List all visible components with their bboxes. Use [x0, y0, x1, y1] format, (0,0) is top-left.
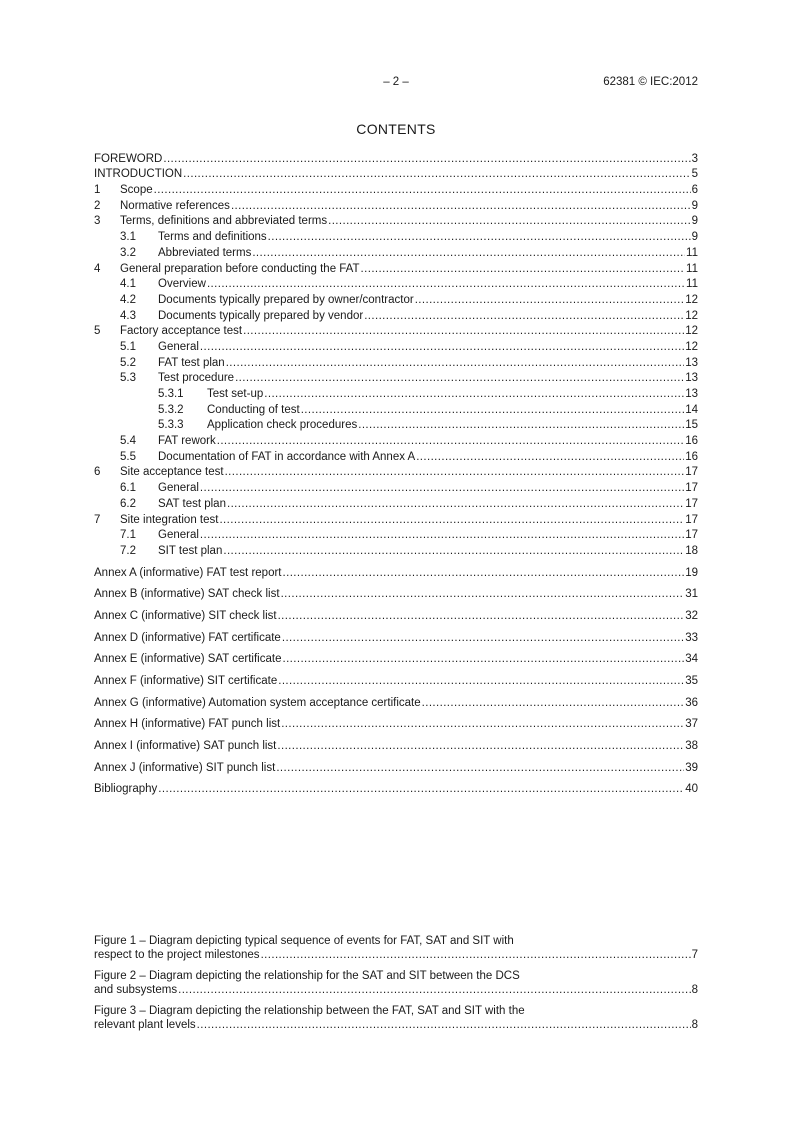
figure-leader-dots [261, 949, 691, 963]
toc-entry[interactable] [94, 776, 698, 798]
table-of-contents [94, 151, 698, 797]
toc-leader-dots [225, 465, 685, 480]
toc-entry-number: 6.1 [120, 482, 136, 495]
toc-entry-number: 7 [94, 513, 101, 526]
toc-entry-label: FOREWORD [94, 152, 163, 165]
toc-entry[interactable] [94, 480, 698, 496]
toc-entry-label: Annex B (informative) SAT check list [94, 588, 280, 601]
toc-leader-dots [200, 528, 684, 543]
toc-entry-page: 17 [685, 513, 698, 526]
toc-entry-label: Overview [158, 278, 206, 291]
toc-entry-label: Annex E (informative) SAT certificate [94, 653, 282, 666]
toc-entry[interactable] [94, 646, 698, 668]
toc-entry[interactable] [94, 261, 698, 277]
toc-entry-label: Annex H (informative) FAT punch list [94, 718, 281, 731]
toc-entry-number: 5.2 [120, 356, 136, 369]
toc-entry-label: Documentation of FAT in accordance with Annex A [158, 450, 416, 463]
toc-leader-dots [163, 152, 690, 167]
toc-entry-page: 40 [685, 783, 698, 796]
toc-entry[interactable] [94, 371, 698, 387]
toc-entry-number: 5.3.2 [158, 403, 184, 416]
toc-entry-page: 9 [691, 199, 698, 212]
toc-entry-page: 5 [691, 168, 698, 181]
toc-entry-label: Normative references [120, 199, 230, 212]
toc-leader-dots [252, 246, 685, 261]
toc-entry[interactable] [94, 308, 698, 324]
toc-entry-number: 4.1 [120, 278, 136, 291]
toc-entry-page: 32 [685, 609, 698, 622]
toc-entry-page: 14 [685, 403, 698, 416]
toc-leader-dots [200, 340, 684, 355]
toc-leader-dots [207, 277, 685, 292]
toc-entry-label: Annex J (informative) SIT punch list [94, 761, 276, 774]
toc-entry[interactable] [94, 543, 698, 559]
toc-entry-page: 19 [685, 566, 698, 579]
toc-entry-number: 2 [94, 199, 101, 212]
toc-entry[interactable] [94, 167, 698, 183]
toc-entry-label: Test procedure [158, 372, 235, 385]
toc-entry-number: 6 [94, 466, 101, 479]
toc-entry-label: Application check procedures [207, 419, 358, 432]
figure-page: 7 [691, 948, 698, 961]
toc-entry-number: 7.1 [120, 529, 136, 542]
toc-entry-page: 9 [691, 215, 698, 228]
toc-entry[interactable] [94, 151, 698, 167]
toc-entry-label: Site integration test [120, 513, 219, 526]
toc-entry[interactable] [94, 324, 698, 340]
toc-entry-number: 5 [94, 325, 101, 338]
toc-entry-page: 17 [685, 529, 698, 542]
toc-entry-page: 38 [685, 740, 698, 753]
toc-entry-page: 31 [685, 588, 698, 601]
toc-entry-page: 12 [685, 309, 698, 322]
toc-leader-dots [361, 262, 686, 277]
toc-entry-number: 3.2 [120, 246, 136, 259]
toc-entry-number: 4.3 [120, 309, 136, 322]
toc-entry[interactable] [94, 245, 698, 261]
figure-page: 8 [691, 1018, 698, 1031]
toc-leader-dots [183, 167, 690, 182]
toc-entry-page: 35 [685, 675, 698, 687]
toc-leader-dots [226, 356, 685, 371]
toc-entry-number: 5.3 [120, 372, 136, 385]
toc-entry-label: Factory acceptance test [120, 325, 243, 338]
toc-entry[interactable] [94, 214, 698, 230]
toc-leader-dots [358, 418, 684, 433]
toc-entry-page: 16 [685, 435, 698, 448]
toc-entry[interactable] [94, 465, 698, 481]
toc-entry-number: 4 [94, 262, 101, 275]
toc-leader-dots [235, 371, 684, 386]
toc-entry-label: Annex A (informative) FAT test report [94, 566, 282, 579]
toc-entry[interactable] [94, 386, 698, 402]
toc-leader-dots [264, 387, 684, 402]
toc-entry-label: SIT test plan [158, 544, 223, 557]
toc-entry-page: 39 [685, 761, 698, 774]
toc-entry-label: INTRODUCTION [94, 168, 183, 181]
figure-leader-dots [197, 1019, 691, 1033]
toc-entry-label: General preparation before conducting the FAT [120, 262, 360, 275]
toc-entry-label: Bibliography [94, 783, 158, 796]
toc-entry[interactable] [94, 402, 698, 418]
toc-leader-dots [200, 481, 684, 496]
toc-entry[interactable] [94, 355, 698, 371]
page-header [94, 76, 698, 92]
toc-leader-dots [158, 782, 684, 797]
toc-entry-page: 17 [685, 482, 698, 495]
toc-entry-page: 11 [686, 278, 698, 291]
document-code: 62381 © IEC:2012 [603, 76, 698, 88]
toc-leader-dots [282, 652, 684, 667]
toc-entry-label: Test set-up [207, 388, 264, 400]
toc-entry-page: 16 [685, 450, 698, 463]
toc-entry[interactable] [94, 559, 698, 581]
toc-leader-dots [281, 717, 684, 732]
toc-entry-label: Scope [120, 184, 153, 197]
page-title: CONTENTS [356, 121, 436, 137]
toc-entry[interactable] [94, 418, 698, 434]
toc-leader-dots [223, 544, 684, 559]
toc-entry-page: 6 [691, 184, 698, 197]
toc-leader-dots [278, 674, 684, 689]
toc-entry[interactable] [94, 496, 698, 512]
toc-entry-page: 12 [685, 293, 698, 306]
toc-entry-page: 17 [685, 466, 698, 479]
toc-entry[interactable] [94, 581, 698, 603]
toc-entry-number: 3 [94, 215, 101, 228]
toc-leader-dots [217, 434, 684, 449]
toc-leader-dots [282, 631, 684, 646]
toc-entry-label: Annex C (informative) SIT check list [94, 609, 277, 622]
toc-entry-label: Documents typically prepared by owner/contractor [158, 293, 414, 306]
toc-entry-page: 13 [685, 372, 698, 385]
toc-leader-dots [154, 183, 691, 198]
toc-entry-page: 34 [685, 653, 698, 666]
toc-entry-page: 17 [685, 497, 698, 510]
toc-entry-number: 6.2 [120, 497, 136, 510]
toc-entry-page: 11 [686, 262, 698, 275]
toc-entry[interactable] [94, 277, 698, 293]
toc-entry-page: 15 [685, 419, 698, 432]
figure-caption-line2: respect to the project milestones [94, 948, 260, 961]
toc-leader-dots [227, 497, 684, 512]
toc-entry-number: 3.1 [120, 231, 136, 244]
toc-entry-label: Annex D (informative) FAT certificate [94, 631, 281, 644]
toc-entry-number: 7.2 [120, 544, 136, 557]
figure-caption-line2: relevant plant levels [94, 1018, 196, 1031]
toc-entry[interactable] [94, 433, 698, 449]
toc-entry[interactable] [94, 732, 698, 754]
toc-leader-dots [301, 403, 685, 418]
toc-entry-page: 37 [685, 718, 698, 731]
figure-caption-line1: Figure 2 – Diagram depicting the relationship for the SAT and SIT between the DCS [94, 970, 520, 982]
toc-entry-page: 13 [685, 388, 698, 400]
toc-entry[interactable] [94, 198, 698, 214]
toc-entry[interactable] [94, 229, 698, 245]
page-number: – 2 – [383, 76, 409, 88]
toc-leader-dots [416, 450, 684, 465]
toc-leader-dots [415, 293, 685, 308]
toc-entry-page: 3 [691, 152, 698, 165]
toc-entry-number: 4.2 [120, 293, 136, 306]
toc-entry-label: Abbreviated terms [158, 246, 252, 259]
toc-entry-label: Terms and definitions [158, 231, 267, 244]
toc-leader-dots [231, 199, 691, 214]
toc-entry[interactable] [94, 689, 698, 711]
toc-entry-page: 12 [685, 340, 698, 353]
toc-entry[interactable] [94, 754, 698, 776]
toc-entry-label: Conducting of test [207, 403, 300, 416]
toc-entry-label: Annex I (informative) SAT punch list [94, 740, 277, 753]
toc-entry-page: 33 [685, 631, 698, 644]
toc-leader-dots [276, 761, 684, 776]
toc-entry-label: Site acceptance test [120, 466, 224, 479]
toc-leader-dots [364, 309, 684, 324]
toc-leader-dots [277, 739, 684, 754]
toc-entry-number: 1 [94, 184, 101, 197]
toc-entry-page: 12 [685, 325, 698, 338]
toc-entry-label: General [158, 482, 199, 495]
figure-caption-line1: Figure 1 – Diagram depicting typical sequence of events for FAT, SAT and SIT with [94, 935, 514, 947]
toc-entry[interactable] [94, 449, 698, 465]
figure-caption-line2: and subsystems [94, 983, 178, 996]
toc-entry-page: 13 [685, 356, 698, 369]
toc-entry-label: SAT test plan [158, 497, 226, 510]
toc-entry-label: Terms, definitions and abbreviated terms [120, 215, 328, 228]
toc-entry-label: Annex G (informative) Automation system acceptance certificate [94, 696, 421, 709]
figure-page: 8 [691, 983, 698, 996]
toc-entry-label: General [158, 529, 199, 542]
toc-entry-label: Documents typically prepared by vendor [158, 309, 364, 322]
toc-entry[interactable] [94, 711, 698, 733]
toc-entry-label: General [158, 340, 199, 353]
figure-leader-dots [178, 984, 690, 998]
toc-entry-page: 11 [686, 246, 698, 259]
toc-entry-number: 5.3.1 [158, 388, 184, 400]
toc-entry-label: FAT test plan [158, 356, 225, 369]
toc-leader-dots [422, 696, 685, 711]
figure-caption-line1: Figure 3 – Diagram depicting the relationship between the FAT, SAT and SIT with the [94, 1005, 525, 1017]
toc-leader-dots [283, 566, 685, 581]
toc-entry-number: 5.1 [120, 340, 136, 353]
toc-entry[interactable] [94, 602, 698, 624]
toc-leader-dots [243, 324, 684, 339]
toc-entry-label: FAT rework [158, 435, 216, 448]
toc-entry[interactable] [94, 182, 698, 198]
toc-leader-dots [278, 609, 685, 624]
figure-entry[interactable] [94, 1005, 698, 1032]
toc-entry[interactable] [94, 339, 698, 355]
toc-entry-page: 9 [691, 231, 698, 244]
toc-entry-page: 18 [685, 544, 698, 557]
toc-entry[interactable] [94, 667, 698, 689]
toc-entry-number: 5.5 [120, 450, 136, 463]
toc-leader-dots [219, 513, 684, 528]
figure-entry[interactable] [94, 935, 698, 962]
toc-entry[interactable] [94, 292, 698, 308]
toc-entry-label: Annex F (informative) SIT certificate [94, 675, 278, 687]
toc-entry-page: 36 [685, 696, 698, 709]
toc-entry[interactable] [94, 528, 698, 544]
toc-leader-dots [268, 230, 691, 245]
figure-entry[interactable] [94, 970, 698, 997]
toc-leader-dots [328, 214, 690, 229]
toc-entry[interactable] [94, 624, 698, 646]
toc-entry-number: 5.3.3 [158, 419, 184, 432]
toc-entry[interactable] [94, 512, 698, 528]
list-of-figures [94, 935, 698, 1040]
toc-leader-dots [281, 587, 685, 602]
toc-entry-number: 5.4 [120, 435, 136, 448]
